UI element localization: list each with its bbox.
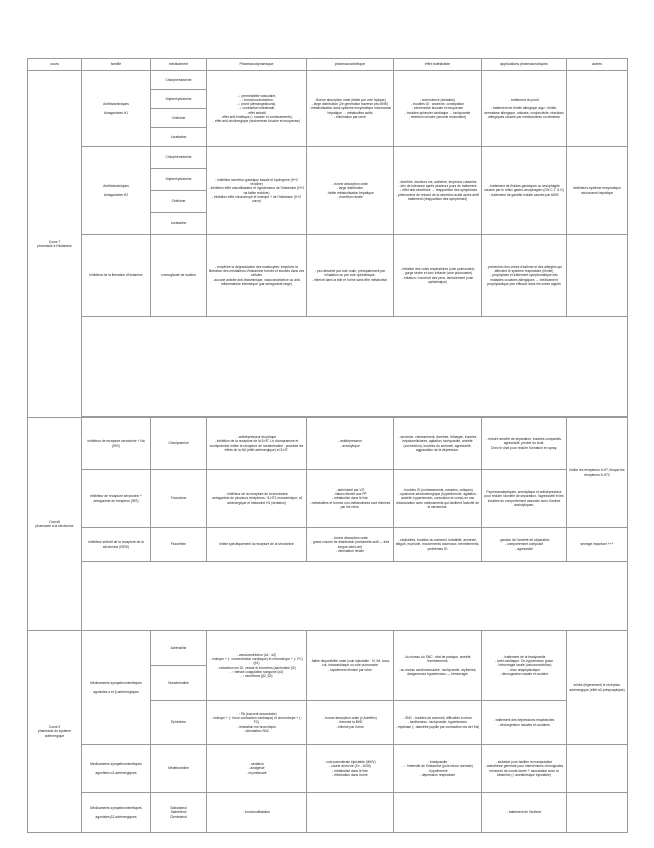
applications-cell: Psychoanaleptiques, anxiolytique et antidépresseur pour réduire l'anxiété de séparation, l'agressivité et les troubles du comportement associés avec d'autres anxiolytiques. (482, 470, 567, 528)
pharmacodynamique-cell: - inhibition sécrétion gastrique basale et hydrogène (H+2 récidive) - inhibition effet vasodilatateur et hypotenseur de l'histamine (H+2 na faible récidive) - inhibition effet chronotrope et inotrope + de l'histamine (H+2 cœur) (207, 147, 307, 235)
header-cours: cours (28, 59, 82, 71)
medicament-cell: Loratadine (151, 128, 207, 147)
empty-cell (82, 317, 628, 417)
effet-indesirable-cell: - anorexie, vomissement, diarrhée, léthargie, troubles hépatocellulaires, agitation, tachycardie, anxiété (connection), troubles du sommeil, agressivité, aggravation de la dépression. (394, 418, 482, 470)
pharmacodynamique-cell: - ↑ PA (souvent secondaire) - inotrope + (↑ force contraction cardiaque) et chronotrope + (↑ FC) - relaxation ms bronchique - stimulation SNC (207, 701, 307, 745)
table-row (28, 745, 628, 793)
pharmacodynamique-cell: - sédation - analgésie - myorelaxant (207, 745, 307, 793)
medicament-cell: Chlorphéniramine (151, 71, 207, 90)
applications-cell: - sédation pour faciliter la manipulation - anesthésie générale pour interventions chirurgicales mineures de courte durée + association avec la kétamine (= anesthésique injectable) (482, 745, 567, 793)
medicament-cell: Cétirizine (151, 109, 207, 128)
autres-cell (567, 745, 628, 793)
pharmacocinetique-cell: - faible disponibilité orale (voie injectable : IV, IM, sous-cut, intracardiaque ou voie pulmonaire - rapidement éliminé par urine (307, 631, 394, 701)
famille-cell: Antihistaminiques Antagonistes H1 (82, 71, 151, 147)
medicament-cell: cromoglicate de sodium (151, 235, 207, 317)
medicament-cell: Cétirizine (151, 191, 207, 213)
pharmacodynamique-cell: - ↓ perméabilité vasculaire, - ↓ bronchoconstriction, - ↓ prurit (démangeaisons), - ↓ contraction intestinale, - effet sédatif, - effet anti-émétique (↓ nausée et vomissements), - effet anti-cholinergique (sécheresse bouche et muqueuse) (207, 71, 307, 147)
famille-cell: Médicaments sympathomimétiques agonistes α et β-adrénergiques (82, 631, 151, 745)
pharmacocinetique-cell: - bonne absorption orale - large distribution - faible métabolisation hépatique - excrétion rénale (307, 147, 394, 235)
header-famille: famille (82, 59, 151, 71)
applications-cell: - prévention des crises d'asthme et des allergies qui affectent le système respiratoire (rhinite) - prophylaxie et traitement symptomatique des maladies oculaires allergiques → médicament prophylactique peu efficace dans les crises aiguës (482, 235, 567, 317)
table-row (28, 317, 628, 417)
autres-cell (567, 793, 628, 833)
effet-indesirable-cell (394, 793, 482, 833)
medicament-cell: Fluoxétine (151, 528, 207, 562)
table-row (28, 631, 628, 666)
famille-cell: Antihistaminiques Antagonistes H2 (82, 147, 151, 235)
pharmacocinetique-cell: - Bonne absorption orale (faible par voie topique) - large distribution (2e génération traverse peu BHE) - métabolisation dans système enzymatique microsomal hépatique → métabolites actifs - élimination par urine (307, 71, 394, 147)
medicament-cell: Éphédrine (151, 701, 207, 745)
table-row (28, 470, 628, 528)
table-row (28, 793, 628, 833)
table-row (28, 147, 628, 169)
famille-cell: inhibiteur de recapture sérotonine + Na (IRS) (82, 418, 151, 470)
header-applications: applications pharmaceutiques (482, 59, 567, 71)
cours-7-cell: Cours 7 pharmacie à l'histamine (28, 71, 82, 418)
medicament-cell: Adrénaline (151, 631, 207, 666)
famille-cell: inhibiteur de recapture sérotonine + antagoniste de récepteur (IRS) (82, 470, 151, 528)
pharmacocinetique-cell: - bonne absorption orale (≠ Adréflex) - traverse la BHE - éliminé par l'urine (307, 701, 394, 745)
table-row (28, 235, 628, 317)
effet-indesirable-cell: - irritation des voies respiratoires (voie pulmonaire) - gorge sèche et toux irritante (voie pulmonaire) - irritation / inconfort des yeux, larmoiement (voie ophtalmique) (394, 235, 482, 317)
applications-cell: - traitement de la bradycardie - arrêt cardiaque. Ou hypotension grave - hémorragie locale (vasoconstriction) - choc anaphylactique - décongestion nasale et oculaire (482, 631, 567, 701)
medicament-cell: Diphenhydramine (151, 169, 207, 191)
pharmacodynamique-cell: - vasoconstricteur (α1 : α2) - inotrope + (↑ concentration cardiaque) et chronotrope + (↑ FC) (β1) - relaxation ms GI, vessie et bronches (adrénaline β2) - ↑ vitesse coagulation sanguine (α2) - ↑ sécrétions (β2, β3) (207, 631, 307, 701)
medicament-cell: Diphenhydramine (151, 90, 207, 109)
autres-cell: inhibiteurs système enzymatique microsomal hépatique (567, 147, 628, 235)
medicament-cell: Médétomidine (151, 745, 207, 793)
autres-cell: inhibe les récepteurs 5-HT, bloque les récepteurs 5-HT2 (567, 418, 628, 528)
effet-indesirable-cell: - somnolence (sédation) - troubles GI : anorexie, constipation - sécheresse buccale et muqueuse - troubles sphincter cardiaque → tachycardie - rétention urinaire (anomie musculaire) (394, 71, 482, 147)
cours-9-cell: Cours 9 pharmacie du système adrénergique (28, 631, 82, 833)
table-row (28, 71, 628, 90)
medicament-cell: Noradrénaline (151, 666, 207, 701)
effet-indesirable-cell: - SNC : troubles du sommeil, difficultés à uriner - tardiveness : tachycardie, hypertension - mydriase (↑ diamètre pupille par contraction ms de l'iris) (394, 701, 482, 745)
medicament-cell: Trazodone (151, 470, 207, 528)
table-row (28, 418, 628, 470)
medicament-cell: Clomipramine (151, 418, 207, 470)
effet-indesirable-cell: - Au niveau du SNC : état de panique, anxiété, tremblements - au niveau cardiovasculaire : tachycardie, arythmies, dangereuses hypertension — hémorragie (394, 631, 482, 701)
medicament-cell: Loratadine (151, 213, 207, 235)
effet-indesirable-cell: - troubles GI (vomissements, nausées, coliques) - syndrome sérotoninergique (hyperthermie, agitation, anxiété, hypertension, convulsion et coma) en cas d'association avec médicaments qui facilitent l'activité de la sérotonine. (394, 470, 482, 528)
effet-indesirable-cell: - diarrhée, douleurs ms, asthénie, éruptions cutanées - dev de tolérance après plusieurs jours de traitement - ↓ effet anti-sécrétoire → réapparition des symptômes - phénomène de rebond de la sécrétion acide après arrêt traitement (réapparition des symptômes) (394, 147, 482, 235)
pharmacodynamique-cell: - inhibiteur de la recapture de la sérotonine - antagoniste de plusieurs récepteurs : 5-HT2 muscarinique, α1 adrénergique et histamine H1 (sédation) (207, 470, 307, 528)
pharmacocinetique-cell: - antidépresseur - anxiolytique (307, 418, 394, 470)
header-medicament: médicament (151, 59, 207, 71)
medicament-cell: Salbutamol Salmétérol Clenbutérol (151, 793, 207, 833)
famille-cell: inhibiteur sélectif de la recapture de la sérotonine (ISRS) (82, 528, 151, 562)
applications-cell: - réduire anxiété de séparation, troubles compulsifs, agressivité, phobie du bruit. Chez le chat pour réduire l'urination en spray. (482, 418, 567, 470)
table-row (28, 528, 628, 562)
pharmacocinetique-cell: - bonne absorption orale - grand volume de distribution (métabolite actif — très longue demi-vie) - élimination rénale (307, 528, 394, 562)
effet-indesirable-cell: - bradycardie - ↑ l'intensité de l'histamine (puis retour normale) - hypothermie - dépression respiratoire (394, 745, 482, 793)
effet-indesirable-cell: - céphalées, troubles du sommeil, irritabilité, anorexie, fatigue, euphorie, mouvements anormaux, tremblements, problèmes GI (394, 528, 482, 562)
table-row (28, 562, 628, 631)
header-effet-indesirable: effet indésirable (394, 59, 482, 71)
famille-cell: Médicaments sympathomimétiques agonistes β2-adrénergiques (82, 793, 151, 833)
autres-cell: sevrage important +++ (567, 528, 628, 562)
header-pharmacocinetique: pharmacocinétique (307, 59, 394, 71)
applications-cell: - traitement de fistules gastriques ou œsophagite causée par le reflux gastro-œsophagien (ON C.T. & G) - traitement de gastrite induite causée par AINS (482, 147, 567, 235)
pharmacocinetique-cell: - voie parentérale injectable (IM/IV) - courte demi-vie (1h - 1h30) - métabolisé dans le foie - élimination dans l'urine (307, 745, 394, 793)
applications-cell: - traitement de l'asthme (482, 793, 567, 833)
empty-cell (82, 562, 628, 631)
header-autres: autres (567, 59, 628, 71)
pharmacocinetique-cell: - peu absorbé par voie orale, principalement par inhalation ou par voie ophtalmique. - éliminé dans la bile et l'urine sans être métabolisé. (307, 235, 394, 317)
cours-8-cell: Cours8 pharmacie à la sérotonine (28, 418, 82, 631)
autres-cell (567, 71, 628, 147)
autres-cell: inhibe (légèrement) le récepteur adrénergique (effet α2-présynaptique) (567, 631, 628, 745)
header-row (28, 59, 628, 71)
autres-cell (567, 235, 628, 317)
pharmacodynamique-cell: - bronchodilatation (207, 793, 307, 833)
applications-cell: - traitement du prurit - traitement de rhinite allergique aigu : rhinite, dermatose allergique, urticaire, conjonctivite, réactions allergiques causée par médicaments ou aliments (482, 71, 567, 147)
famille-cell: Médicaments sympathomimétiques agonistes α2-adrénergiques (82, 745, 151, 793)
medicament-cell: Chlorphéniramine (151, 147, 207, 169)
pharmacology-table (27, 58, 628, 833)
applications-cell: - traitement des dépressions respiratoires - décongestion nasales et oculaires (482, 701, 567, 745)
famille-cell: inhibiteur de la libération d'histamine (82, 235, 151, 317)
header-pharmacodynamique: Pharmacodynamique (207, 59, 307, 71)
pharmacodynamique-cell: - empêche la dégranulation des mastocytes: empêche la libération des médiateurs d'histamine formés et stockés dans ces cellules - aucune activité anti-histaminique, vasoconstrictrice ou anti-inflammatoire intrinsèque (par antagoniste large) (207, 235, 307, 317)
pharmacodynamique-cell: inhibe spécifiquement la recapture de la sérotonine (207, 528, 307, 562)
pharmacocinetique-cell: - administré par VO - liaison élevée aux PP - métabolisé dans le foie - métabolites et formes non-métabolisées sont éliminés par les reins. (307, 470, 394, 528)
pharmacocinetique-cell (307, 793, 394, 833)
applications-cell: - gestion de l'anxiété de séparation - comportement compulsif - agressivité (482, 528, 567, 562)
pharmacodynamique-cell: - antidépresseur tricyclique - inhibition de la recapture de la 5-HT. Le clomipramine et clomipramine inhibe la recapture de noradrénaline : possède les effets de la NA (effet adrénergique) et 5-HT. (207, 418, 307, 470)
